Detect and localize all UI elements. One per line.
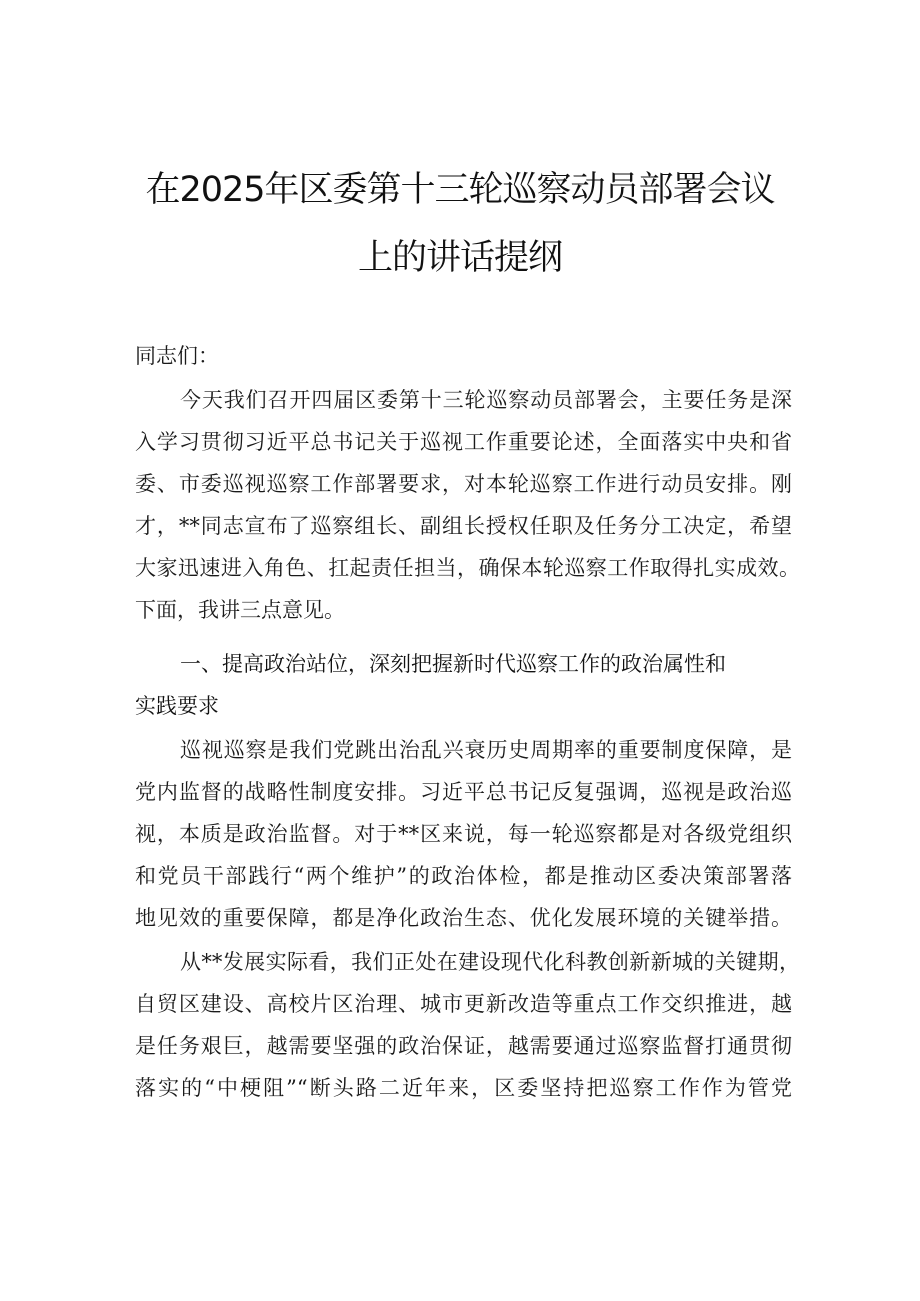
paragraph-1-line-2: 入学习贯彻习近平总书记关于巡视工作重要论述，全面落实中央和省 [135, 430, 792, 454]
paragraph-2-line-1: 巡视巡察是我们党跳出治乱兴衰历史周期率的重要制度保障，是 [180, 738, 792, 762]
section-heading-1-line-1: 一、提高政治站位，深刻把握新时代巡察工作的政治属性和 [180, 652, 726, 676]
section-heading-1-line-2: 实践要求 [135, 694, 219, 718]
salutation: 同志们： [135, 344, 219, 368]
paragraph-3-line-4: 落实的“中梗阻”“断头路二近年来，区委坚持把巡察工作作为管党 [135, 1076, 792, 1100]
paragraph-1-line-1: 今天我们召开四届区委第十三轮巡察动员部署会，主要任务是深 [180, 388, 792, 412]
paragraph-2-line-2: 党内监督的战略性制度安排。习近平总书记反复强调，巡视是政治巡 [135, 780, 792, 804]
paragraph-1-line-5: 大家迅速进入角色、扛起责任担当，确保本轮巡察工作取得扎实成效。 [135, 556, 800, 580]
paragraph-3-line-3: 是任务艰巨，越需要坚强的政治保证，越需要通过巡察监督打通贯彻 [135, 1034, 792, 1058]
paragraph-1-line-6: 下面，我讲三点意见。 [135, 598, 345, 622]
paragraph-2-line-3: 视，本质是政治监督。对于**区来说，每一轮巡察都是对各级党组织 [135, 822, 792, 846]
paragraph-1-line-3: 委、市委巡视巡察工作部署要求，对本轮巡察工作进行动员安排。刚 [135, 472, 792, 496]
paragraph-2-line-4: 和党员干部践行“两个维护”的政治体检，都是推动区委决策部署落 [135, 864, 792, 888]
paragraph-2-line-5: 地见效的重要保障，都是净化政治生态、优化发展环境的关键举措。 [135, 906, 792, 930]
paragraph-3-line-1: 从**发展实际看，我们正处在建设现代化科教创新新城的关键期， [180, 950, 800, 974]
document-title-line-1: 在2025年区委第十三轮巡察动员部署会议 [145, 170, 775, 210]
paragraph-1-line-4: 才，**同志宣布了巡察组长、副组长授权任职及任务分工决定，希望 [135, 514, 792, 538]
document-title-line-2: 上的讲话提纲 [357, 238, 562, 278]
paragraph-3-line-2: 自贸区建设、高校片区治理、城市更新改造等重点工作交织推进，越 [135, 992, 792, 1016]
